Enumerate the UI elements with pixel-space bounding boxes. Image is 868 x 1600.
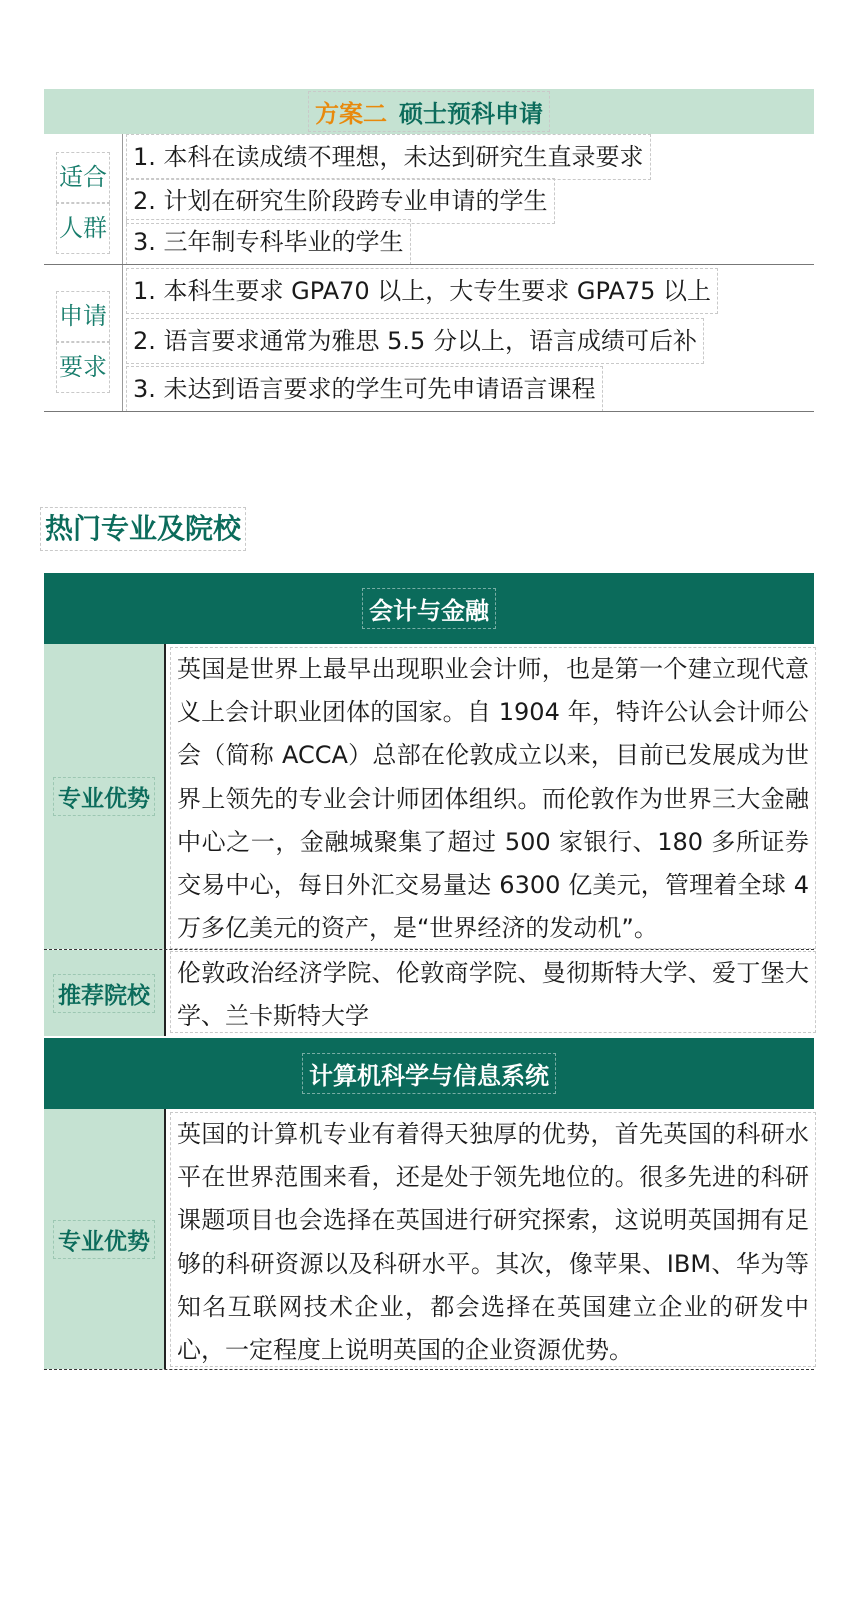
row-divider <box>44 411 814 412</box>
plan-title-main: 硕士预科申请 <box>399 100 543 128</box>
list-item: 3. 未达到语言要求的学生可先申请语言课程 <box>126 366 603 412</box>
advantage-text: 英国的计算机专业有着得天独厚的优势，首先英国的科研水平在世界范围来看，还是处于领先地位的。很多先进的科研课题项目也会选择在英国进行研究探索，这说明英国拥有足够的科研资源以及科研水平。其次，像苹果、IBM、华为等知名互联网技术企业，都会选择在英国建立企业的研发中心，一定程度上说明英国的企业资源优势。 <box>170 1112 816 1367</box>
row-divider <box>44 264 814 265</box>
school-label-cell <box>44 950 164 1036</box>
plan-title-prefix: 方案二 <box>315 100 387 128</box>
group-label-requirements <box>44 291 122 393</box>
advantage-label: 专业优势 <box>53 777 155 816</box>
table-bottom-border <box>44 1369 814 1370</box>
section-heading: 热门专业及院校 <box>40 507 246 551</box>
column-divider <box>122 134 123 264</box>
column-divider <box>164 1109 166 1369</box>
list-item: 2. 语言要求通常为雅思 5.5 分以上，语言成绩可后补 <box>126 318 704 364</box>
column-divider <box>164 644 166 1036</box>
list-item: 2. 计划在研究生阶段跨专业申请的学生 <box>126 178 555 224</box>
group-label-line2: 人群 <box>56 203 110 254</box>
plan-header <box>44 89 814 134</box>
major-header-accounting <box>44 573 814 644</box>
major-title: 计算机科学与信息系统 <box>302 1053 556 1094</box>
advantage-label-cell <box>44 644 164 949</box>
group-label-suitable <box>44 152 122 254</box>
advantage-label-cell <box>44 1109 164 1369</box>
list-item: 1. 本科在读成绩不理想，未达到研究生直录要求 <box>126 134 651 180</box>
school-label: 推荐院校 <box>53 974 155 1013</box>
group-label-line1: 申请 <box>56 291 110 342</box>
list-item: 1. 本科生要求 GPA70 以上，大专生要求 GPA75 以上 <box>126 268 718 314</box>
plan-title <box>308 91 550 132</box>
column-divider <box>122 265 123 411</box>
school-text: 伦敦政治经济学院、伦敦商学院、曼彻斯特大学、爱丁堡大学、兰卡斯特大学 <box>170 951 816 1033</box>
major-title: 会计与金融 <box>362 588 496 629</box>
advantage-text: 英国是世界上最早出现职业会计师，也是第一个建立现代意义上会计职业团体的国家。自 1904 年，特许公认会计师公会（简称 ACCA）总部在伦敦成立以来，目前已发展成为世界上领先的专业会计师团体组织。而伦敦作为世界三大金融中心之一，金融城聚集了超过 500 家银行、180 多所证券交易中心，每日外汇交易量达 6300 亿美元，管理着全球 4 万多亿美元的资产，是“世界经济的发动机”。 <box>170 647 816 949</box>
list-item: 3. 三年制专科毕业的学生 <box>126 219 411 265</box>
group-label-line1: 适合 <box>56 152 110 203</box>
advantage-label: 专业优势 <box>53 1220 155 1259</box>
group-label-line2: 要求 <box>56 342 110 393</box>
major-header-computer-science <box>44 1038 814 1109</box>
